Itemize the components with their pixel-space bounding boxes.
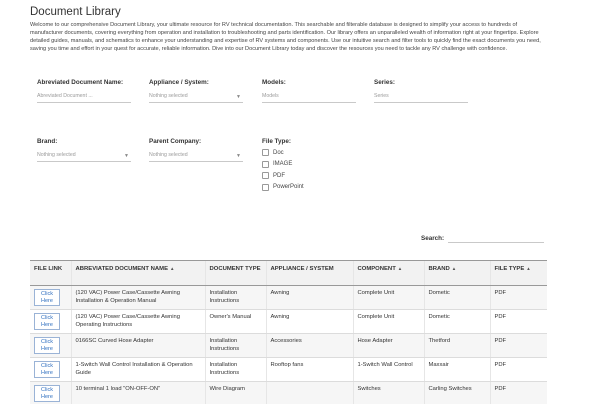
- file-type-option-label: PDF: [273, 172, 285, 179]
- file-type-cell: PDF: [490, 310, 547, 334]
- col-header-label: BRAND: [428, 266, 450, 272]
- brand-cell: Dometic: [424, 286, 490, 310]
- appliance-cell: [266, 382, 353, 404]
- abbrev-name-input[interactable]: Abreviated Document ...: [37, 92, 131, 103]
- document-name-cell: (120 VAC) Power Case/Cassette Awning Installation & Operation Manual: [71, 286, 205, 310]
- file-type-cell: PDF: [490, 334, 547, 358]
- models-input[interactable]: Models: [262, 92, 356, 103]
- search-label: Search:: [421, 235, 445, 242]
- appliance-cell: Accessories: [266, 334, 353, 358]
- click-here-link[interactable]: Click Here: [34, 337, 60, 354]
- checkbox[interactable]: [262, 149, 269, 156]
- appliance-cell: Rooftop fans: [266, 358, 353, 382]
- file-type-cell: PDF: [490, 286, 547, 310]
- file-type-filter: [262, 138, 304, 193]
- file-link-cell: [30, 382, 71, 404]
- component-cell: Hose Adapter: [353, 334, 424, 358]
- checkbox[interactable]: [262, 184, 269, 191]
- col-header-label: FILE TYPE: [494, 266, 525, 272]
- series-label: Series:: [374, 79, 396, 86]
- parent-company-filter: [149, 138, 243, 162]
- appliance-cell: Awning: [266, 286, 353, 310]
- intro-text: Welcome to our comprehensive Document Library, your ultimate resource for RV technical documentation. This searchable and filterable database is designed to simplify your access to hundreds of manufacturer documents, covering everything from operation and installation to troubleshooting and parts identification. Our library offers an unparalleled wealth of information right at your fingertips. Explore detailed guides, manuals, and schematics to enhance your understanding and expertise of RV systems and components. Use our intuitive search and filter tools to quickly find the exact documents you need, saving you time and effort in your quest for accurate, reliable information. Dive into our Document Library today and discover the resources you need to tackle any RV challenge with confidence.: [30, 22, 541, 52]
- col-header-appliance[interactable]: [266, 261, 353, 286]
- component-cell: Complete Unit: [353, 310, 424, 334]
- click-here-link[interactable]: Click Here: [34, 385, 60, 402]
- click-here-link[interactable]: Click Here: [34, 313, 60, 330]
- file-type-option-pdf[interactable]: [262, 170, 304, 182]
- file-type-option-label: PowerPoint: [273, 184, 304, 191]
- file-type-cell: PDF: [490, 382, 547, 404]
- component-cell: Complete Unit: [353, 286, 424, 310]
- table-row: [30, 382, 547, 404]
- click-here-link[interactable]: Click Here: [34, 361, 60, 378]
- document-type-cell: Wire Diagram: [205, 382, 266, 404]
- appliance-label: Appliance / System:: [149, 79, 209, 86]
- col-header-label: COMPONENT: [357, 266, 396, 272]
- parent-company-select-value: Nothing selected: [149, 152, 188, 158]
- brand-cell: Thetford: [424, 334, 490, 358]
- chevron-down-icon: ▼: [124, 153, 129, 159]
- models-label: Models:: [262, 79, 286, 86]
- col-header-brand[interactable]: [424, 261, 490, 286]
- table-row: [30, 358, 547, 382]
- document-type-cell: Installation Instructions: [205, 334, 266, 358]
- table-row: [30, 310, 547, 334]
- document-name-cell: 10 terminal 1 load "ON-OFF-ON": [71, 382, 205, 404]
- sort-asc-icon: ▲: [526, 266, 531, 271]
- checkbox[interactable]: [262, 161, 269, 168]
- appliance-cell: Awning: [266, 310, 353, 334]
- col-header-label: APPLIANCE / SYSTEM: [270, 266, 334, 272]
- appliance-filter: [149, 79, 243, 103]
- file-type-option-label: IMAGE: [273, 161, 293, 168]
- appliance-select-value: Nothing selected: [149, 93, 188, 99]
- abbrev-name-label: Abreviated Document Name:: [37, 79, 124, 86]
- parent-company-label: Parent Company:: [149, 138, 202, 145]
- component-cell: Switches: [353, 382, 424, 404]
- file-type-option-label: Doc: [273, 149, 284, 156]
- col-header-document-type[interactable]: [205, 261, 266, 286]
- brand-select-value: Nothing selected: [37, 152, 76, 158]
- brand-cell: Carling Switches: [424, 382, 490, 404]
- col-header-component[interactable]: [353, 261, 424, 286]
- abbrev-name-filter: [37, 79, 131, 103]
- file-link-cell: [30, 358, 71, 382]
- click-here-link[interactable]: Click Here: [34, 289, 60, 306]
- documents-table: [30, 260, 547, 404]
- chevron-down-icon: ▼: [236, 94, 241, 100]
- search-input[interactable]: [448, 231, 544, 243]
- col-header-document-name[interactable]: [71, 261, 205, 286]
- file-type-option-powerpoint[interactable]: [262, 182, 304, 194]
- file-link-cell: [30, 334, 71, 358]
- sort-asc-icon: ▲: [397, 266, 403, 271]
- table-header-row: [30, 261, 547, 286]
- brand-filter: [37, 138, 131, 162]
- col-header-label: DOCUMENT TYPE: [209, 266, 261, 272]
- table-row: [30, 286, 547, 310]
- checkbox[interactable]: [262, 172, 269, 179]
- models-filter: [262, 79, 356, 103]
- document-type-cell: Installation Instructions: [205, 358, 266, 382]
- series-input[interactable]: Series: [374, 92, 468, 103]
- brand-cell: Maxxair: [424, 358, 490, 382]
- table-search: [421, 231, 544, 243]
- chevron-down-icon: ▼: [236, 153, 241, 159]
- appliance-select[interactable]: [149, 92, 243, 103]
- brand-select[interactable]: [37, 151, 131, 162]
- document-name-cell: 1-Switch Wall Control Installation & Operation Guide: [71, 358, 205, 382]
- document-type-cell: Installation Instructions: [205, 286, 266, 310]
- col-header-label: FILE LINK: [34, 266, 63, 272]
- col-header-file-link: [30, 261, 71, 286]
- file-link-cell: [30, 310, 71, 334]
- series-filter: [374, 79, 468, 103]
- brand-label: Brand:: [37, 138, 58, 145]
- component-cell: 1-Switch Wall Control: [353, 358, 424, 382]
- document-name-cell: 0166SC Curved Hose Adapter: [71, 334, 205, 358]
- document-type-cell: Owner's Manual: [205, 310, 266, 334]
- document-name-cell: (120 VAC) Power Case/Cassette Awning Operating Instructions: [71, 310, 205, 334]
- file-type-label: File Type:: [262, 138, 291, 145]
- file-type-cell: PDF: [490, 358, 547, 382]
- brand-cell: Dometic: [424, 310, 490, 334]
- sort-asc-icon: ▲: [451, 266, 457, 271]
- page-title: Document Library: [30, 6, 121, 18]
- parent-company-select[interactable]: [149, 151, 243, 162]
- file-type-option-image[interactable]: [262, 159, 304, 171]
- sort-asc-icon: ▲: [170, 266, 175, 271]
- col-header-label: ABREVIATED DOCUMENT NAME: [75, 266, 169, 272]
- table-row: [30, 334, 547, 358]
- file-link-cell: [30, 286, 71, 310]
- file-type-option-doc[interactable]: [262, 147, 304, 159]
- col-header-file-type[interactable]: [490, 261, 547, 286]
